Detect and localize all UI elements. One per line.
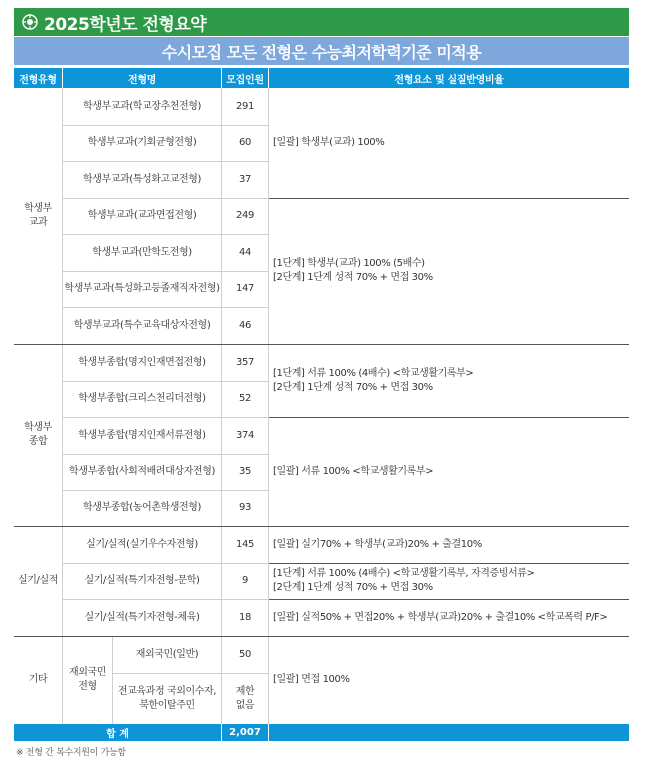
admission-quota: 50 (239, 648, 251, 660)
admission-quota: 35 (239, 466, 251, 477)
criteria-block (269, 417, 629, 526)
criteria-block (269, 88, 629, 198)
admission-quota: 249 (236, 210, 254, 221)
admission-quota: 93 (239, 502, 251, 513)
admission-name: 학생부교과(특수교육대상자전형) (73, 319, 211, 331)
criteria-block (269, 198, 629, 344)
admission-quota: 52 (239, 393, 251, 404)
admission-quota: 18 (239, 611, 251, 623)
section-header (14, 8, 629, 36)
admission-quota: 60 (239, 137, 251, 148)
criteria-block (269, 636, 629, 724)
criteria-line: [1단계] 서류 100% (4배수) <학교생활기록부> (273, 367, 474, 379)
criteria-block (269, 599, 629, 636)
admission-quota: 제한 없음 (235, 685, 255, 711)
admission-quota: 37 (239, 173, 251, 185)
col-header-type: 전형유형 (14, 68, 62, 88)
admission-quota: 9 (242, 575, 248, 586)
group-label: 실기/실적 (17, 575, 58, 586)
criteria-block (269, 526, 629, 563)
admission-name: 학생부종합(크리스천리더전형) (78, 393, 206, 404)
admission-name: 재외국민(일반) (135, 648, 199, 660)
divider (268, 724, 269, 741)
criteria-line: [일괄] 서류 100% <학교생활기록부> (273, 465, 434, 477)
admission-quota: 291 (236, 100, 254, 112)
admission-name: 학생부종합(명지인재서류전형) (78, 429, 206, 441)
admission-quota: 46 (239, 319, 251, 331)
admission-name: 학생부종합(명지인재면접전형) (78, 356, 206, 368)
criteria-line: [일괄] 면접 100% (273, 674, 350, 685)
admission-quota: 145 (236, 538, 254, 550)
admission-name: 실기/실적(특기자전형-문학) (84, 575, 200, 586)
admission-quota: 44 (239, 246, 251, 258)
subtitle-text: 수시모집 모든 전형은 수능최저학력기준 미적용 (161, 42, 482, 62)
criteria-line: [1단계] 학생부(교과) 100% (5배수) (273, 258, 425, 269)
group-label: 기타 (28, 674, 48, 685)
admission-name: 학생부교과(기회균형전형) (87, 137, 197, 148)
admission-quota: 374 (236, 429, 254, 441)
footnote: ※ 전형 간 복수지원이 가능함 (16, 748, 126, 758)
admission-quota: 357 (236, 356, 254, 368)
subtitle-banner (14, 37, 629, 65)
emblem-icon (22, 14, 38, 30)
criteria-block (269, 344, 629, 417)
col-header-quota: 모집인원 (222, 68, 268, 88)
admission-name: 학생부교과(학교장추천전형) (82, 100, 202, 112)
criteria-line: [일괄] 실적50% + 면접20% + 학생부(교과)20% + 출결10% <학교폭력 P/F> (273, 611, 608, 623)
criteria-block (269, 563, 629, 599)
group-label: 학생부 종합 (24, 422, 52, 447)
divider (221, 724, 222, 741)
criteria-line: [일괄] 학생부(교과) 100% (273, 137, 385, 148)
criteria-line: [2단계] 1단계 성적 70% + 면접 30% (273, 582, 433, 593)
total-value: 2,007 (229, 727, 261, 738)
subgroup-label: 재외국민 전형 (68, 667, 107, 692)
admission-name: 학생부종합(사회적배려대상자전형) (69, 466, 215, 477)
criteria-line: [2단계] 1단계 성적 70% + 면접 30% (273, 381, 433, 393)
criteria-line: [2단계] 1단계 성적 70% + 면접 30% (273, 272, 433, 283)
admission-name: 학생부종합(농어촌학생전형) (82, 502, 202, 513)
admission-name: 실기/실적(실기우수자전형) (86, 538, 198, 550)
admission-name: 학생부교과(교과면접전형) (87, 210, 197, 221)
total-label: 합 계 (106, 729, 129, 740)
admission-name: 학생부교과(만학도전형) (92, 246, 192, 258)
criteria-line: [1단계] 서류 100% (4배수) <학교생활기록부, 자격증빙서류> (273, 568, 535, 579)
page-title: 2025학년도 전형요약 (44, 14, 207, 35)
admission-quota: 147 (236, 283, 254, 294)
admission-name: 학생부교과(특성화고교전형) (82, 173, 202, 185)
criteria-line: [일괄] 실기70% + 학생부(교과)20% + 출결10% (273, 538, 482, 550)
col-header-name: 전형명 (63, 68, 221, 88)
col-header-criteria: 전형요소 및 실질반영비율 (269, 68, 629, 88)
admission-name: 실기/실적(특기자전형-체육) (84, 611, 200, 623)
admission-name: 학생부교과(특성화고등졸재직자전형) (64, 283, 220, 294)
admission-name: 전교육과정 국외이수자, 북한이탈주민 (117, 685, 217, 711)
group-label: 학생부 교과 (24, 203, 52, 228)
